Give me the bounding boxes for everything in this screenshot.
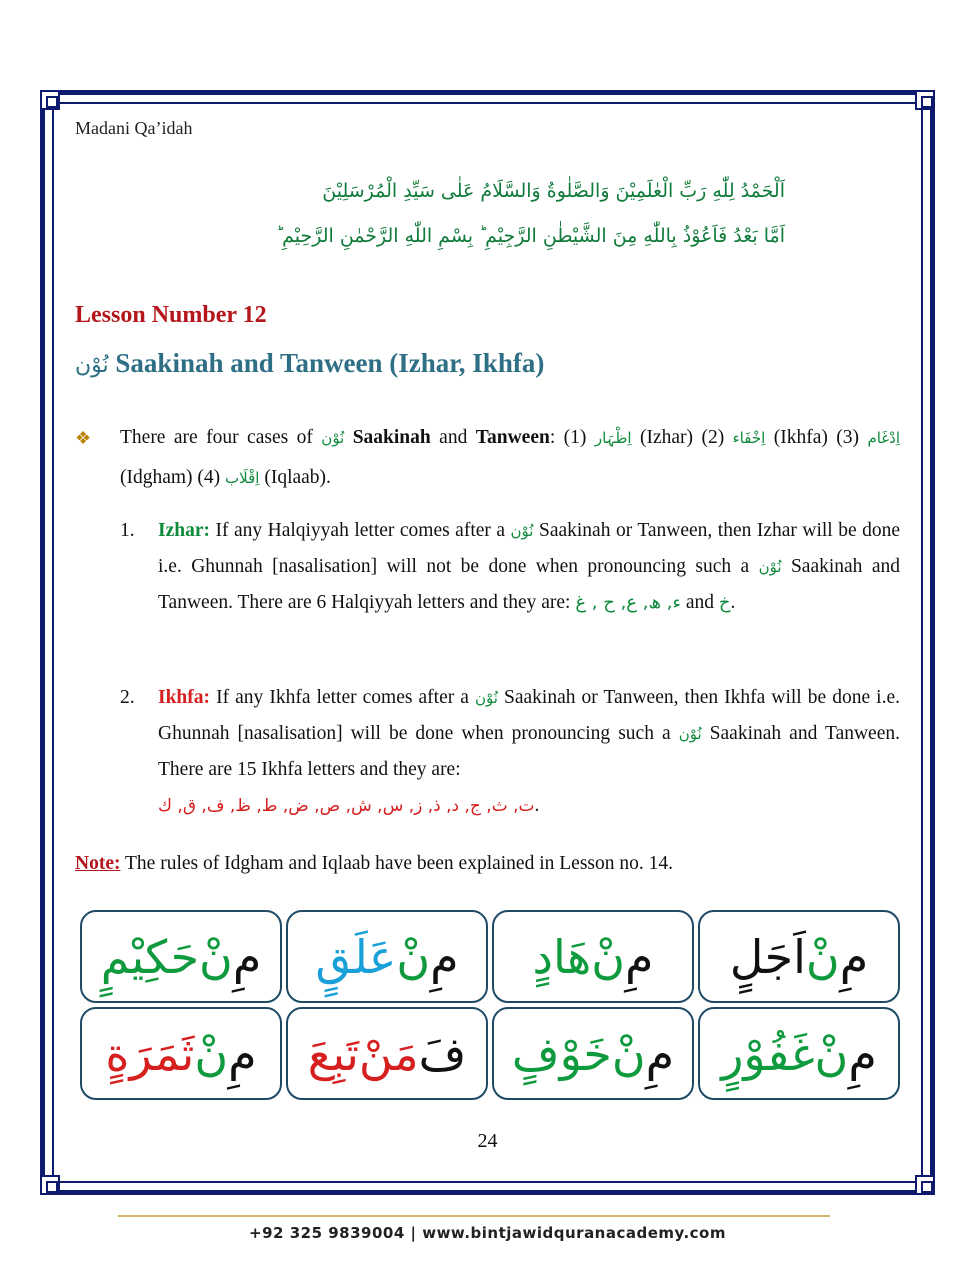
halqiyyah-last-letter: خ (718, 592, 731, 613)
lesson-title (75, 348, 544, 379)
list-item-ikhfa (120, 680, 900, 824)
example-part: نْ (611, 1026, 646, 1081)
example-part: مِ (228, 1026, 257, 1081)
list-number: 2. (120, 687, 135, 708)
example-part: مِ (232, 929, 262, 984)
item-text: Saakinah and Tanween. There are 6 Halqiyyah letters and they are: (158, 556, 900, 613)
example-part: اَجَلٍ (729, 929, 806, 984)
example-part: نْ (591, 929, 626, 984)
intro-paragraph (75, 418, 900, 498)
term-ikhfa: Ikhfa: (158, 687, 211, 708)
example-card (492, 910, 694, 1003)
example-card (492, 1007, 694, 1100)
arabic-word: اِظْہَار (594, 429, 632, 447)
corner-ornament-bottom-left (40, 1175, 60, 1195)
item-text: . (730, 592, 736, 613)
example-part: نْ (194, 1026, 229, 1081)
footer-divider (118, 1215, 830, 1217)
example-card (286, 1007, 488, 1100)
list-number: 1. (120, 520, 135, 541)
intro-bold-saakinah: Saakinah (352, 427, 431, 448)
list-item-izhar (120, 513, 900, 621)
item-text: Saakinah or Tanween, then Izhar will be done i.e. Ghunnah [nasalisation] will not be done when pronouncing such a (158, 520, 900, 577)
example-part: نْ (814, 1026, 849, 1081)
example-part: تَبِعَ (307, 1026, 359, 1081)
example-part: غَفُوْرٍ (721, 1026, 815, 1081)
halqiyyah-letters: ء, ھ, ع, ح , غ (575, 592, 681, 613)
diamond-bullet-icon: ❖ (75, 428, 92, 448)
example-part: عَلَقٍ (315, 929, 397, 984)
intro-text: and (430, 427, 476, 448)
footer-contact: +92 325 9839004 | www.bintjawidquranacademy.com (249, 1224, 726, 1242)
note-label: Note: (75, 853, 121, 874)
example-part: نْ (805, 929, 840, 984)
intro-text: : (1) (549, 427, 595, 448)
ikhfa-letters: ت, ث, ج, د, ذ, ز, س, ش, ص, ض, ط, ظ, ف, ق, ك (158, 796, 535, 816)
example-part: مِ (625, 929, 654, 984)
intro-bold-tanween: Tanween (475, 427, 550, 448)
example-part: مِ (848, 1026, 877, 1081)
example-part: خَوْفٍ (511, 1026, 612, 1081)
term-izhar: Izhar: (158, 520, 210, 541)
example-part: هَادٍ (532, 929, 592, 984)
opening-dua-line-1: اَلْحَمْدُ لِلّٰهِ رَبِّ الْعٰلَمِيْنَ وَالصَّلٰوةُ وَالسَّلَامُ عَلٰى سَيِّدِ الْمُرْسَلِيْنَ (322, 180, 785, 202)
example-part: نْ (199, 929, 233, 984)
lesson-title-arabic: نُوْن (75, 353, 109, 378)
arabic-word: اِدْغَام (867, 429, 900, 447)
corner-ornament-top-left (40, 90, 60, 110)
item-text: Saakinah or Tanween, then Ikhfa will be done i.e. Ghunnah [nasalisation] will be done when pronouncing such a (158, 687, 900, 744)
arabic-word: اِقْلَاب (225, 469, 260, 487)
running-header: Madani Qa’idah (75, 118, 193, 138)
intro-text: (Iqlaab). (259, 467, 331, 488)
examples-grid (78, 910, 900, 1105)
arabic-word: نُوْن (678, 725, 702, 743)
example-card (80, 910, 282, 1003)
item-text: . (534, 795, 540, 816)
example-part: فَ (418, 1026, 467, 1081)
lesson-number: Lesson Number 12 (75, 302, 267, 328)
example-part: ثَمَرَةٍ (105, 1026, 195, 1081)
example-card (80, 1007, 282, 1100)
opening-dua-line-2: اَمَّا بَعْدُ فَاَعُوْذُ بِاللّٰهِ مِنَ الشَّيْطٰنِ الرَّجِيْمِ ؕ بِسْمِ اللّٰهِ الرَّحْمٰنِ الرَّحِيْمِ ؕ (276, 225, 785, 247)
corner-ornament-bottom-right (915, 1175, 935, 1195)
corner-ornament-top-right (915, 90, 935, 110)
item-text: If any Halqiyyah letter comes after a (210, 520, 511, 541)
example-card (286, 910, 488, 1003)
note (75, 853, 673, 875)
intro-text: There are four cases of (120, 427, 322, 448)
example-part: مِ (645, 1026, 675, 1081)
arabic-word: نُوْن (475, 689, 498, 707)
example-part: حَكِيْمٍ (100, 929, 200, 984)
example-card (698, 910, 900, 1003)
arabic-word: نُوْن (510, 522, 534, 540)
lesson-title-english: Saakinah and Tanween (Izhar, Ikhfa) (115, 348, 545, 378)
item-text: If any Ikhfa letter comes after a (210, 687, 476, 708)
intro-text: (Ikhfa) (3) (765, 427, 868, 448)
item-text: Saakinah and Tanween. There are 15 Ikhfa letters and they are: (158, 723, 900, 780)
arabic-word: نُوْن (321, 429, 345, 447)
example-part: مِ (430, 929, 459, 984)
note-text: The rules of Idgham and Iqlaab have been explained in Lesson no. 14. (120, 853, 673, 874)
item-text: and (680, 592, 719, 613)
arabic-word: نُوْن (758, 558, 782, 576)
example-part: مَنْ (358, 1026, 419, 1081)
example-part: نْ (396, 929, 431, 984)
page-number: 24 (477, 1130, 498, 1152)
example-part: مِ (839, 929, 869, 984)
example-card (698, 1007, 900, 1100)
intro-text: (Idgham) (4) (120, 467, 226, 488)
arabic-word: اِخْفَاء (732, 429, 766, 447)
intro-text: (Izhar) (2) (631, 427, 733, 448)
